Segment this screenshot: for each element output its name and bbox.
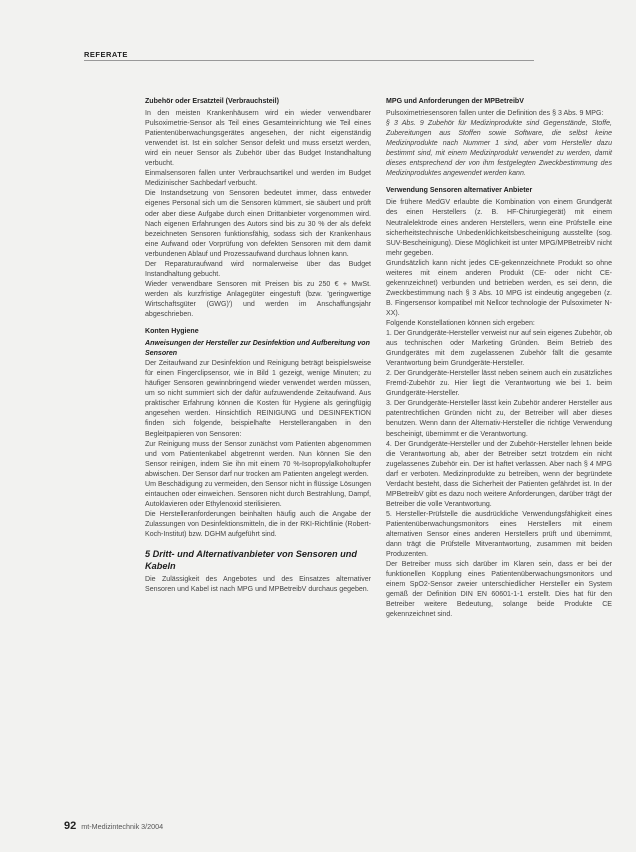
right-column (386, 97, 612, 620)
list-item: 4. Der Grundgeräte-Hersteller und der Zubehör-Hersteller lehnen beide die Verantwortung ab, aber der Betreiber setzt trotzdem ein nicht zugelassenes Zubehör ein. Der ist haftet verlassen. Aber nach § 4 MPG darf er verboten. Medizinprodukte zu betreiben, wenn der begründete Verdacht besteht, dass die Sicherheit der Patienten gefährdet ist. In der MPBetreibV gibt es dazu noch weitere Anforderungen, darüber trägt der Betreiber die volle Verantwortung. (386, 440, 612, 508)
paragraph: Der Reparaturaufwand wird normalerweise über das Budget Instandhaltung gebucht. (145, 260, 371, 278)
subheading-anweisungen: Anweisungen der Hersteller zur Desinfektion und Aufbereitung von Sensoren (145, 340, 370, 358)
list-item: 5. Hersteller-Prüfstelle die ausdrückliche Verwendungsfähigkeit eines Patientenüberwachungsmonitors eines Herstellers mit einem alternativen Sensor eines anderen Herstellers prüft und übernimmt, dann trägt die Prüfstelle Mitverantwortung, zusammen mit beiden Produzenten. (386, 510, 612, 559)
left-column (145, 97, 371, 595)
heading-hygiene: Konten Hygiene (145, 328, 199, 336)
heading-verwendung: Verwendung Sensoren alternativer Anbieter (386, 187, 533, 195)
paragraph: In den meisten Krankenhäusern wird ein wieder verwendbarer Pulsoximetrie-Sensor als Teil eines Gesamteinrichtung wie Teil eines Patientenüberwachungsgerätes angesehen, der nicht eigenständig verwendet ist. Ist ein solcher Sensor defekt und muss ersetzt werden, wird ein neuer Sensor als Zubehör über das Budget Instandhaltung verbucht. (145, 110, 371, 168)
paragraph: Die Instandsetzung von Sensoren bedeutet immer, dass entweder eigenes Personal sich um die Sensoren kümmert, sie säubert und prüft oder aber diese Aufgabe durch einen Drittanbieter vorgenommen wird. Nach eigenen Erfahrungen des Autors sind bis zu 30 % der als defekt bezeichneten Sensoren funktionsfähig, sodass sich der Krankenhaus eine Aufwand oder Vorprüfung von defekten Sensoren mit dem damit verbundenen Ablauf und Prozessaufwand durchaus lohnen kann. (145, 190, 371, 258)
heading-zubehoer: Zubehör oder Ersatzteil (Verbrauchsteil) (145, 98, 279, 105)
list-item: 2. Der Grundgeräte-Hersteller lässt neben seinem auch ein zusätzliches Fremd-Zubehör zu. Hier liegt die Verantwortung wie bei 1. beim Grundgeräte-Hersteller. (386, 370, 612, 398)
paragraph: Die Herstelleranforderungen beinhalten häufig auch die Angabe der Zulassungen von Desinfektionsmitteln, die in der RKI-Richtlinie (Robert-Koch-Institut) bzw. DGHM aufgeführt sind. (145, 510, 371, 538)
page-footer (64, 820, 163, 832)
section-heading-5: 5 Dritt- und Alternativanbieter von Sensoren und Kabeln (145, 549, 358, 571)
header-rule (84, 60, 534, 61)
page-number: 92 (64, 820, 77, 832)
paragraph: Der Betreiber muss sich darüber im Klaren sein, dass er bei der funktionellen Kopplung eines Patientenüberwachungsmonitors und einem SpO2-Sensor zweier unterschiedlicher Hersteller ein System gemäß der Definition DIN EN 60601-1-1 erstellt. Dies hat für den Betreiber weitere Bedeutung, solange beide Produkte CE gekennzeichnet sind. (386, 561, 612, 619)
paragraph: Zur Reinigung muss der Sensor zunächst vom Patienten abgenommen und vom Patientenkabel abgetrennt werden. Nun können Sie den Sensor reinigen, indem Sie ihn mit einem 70 %-Isopropylalkoholtupfer abwischen. Der Sensor darf nur trocken am Patienten angelegt werden. (145, 440, 371, 478)
list-item: 1. Der Grundgeräte-Hersteller verweist nur auf sein eigenes Zubehör, ob aus technischen oder Marketing Gründen. Beim Betrieb des Grundgerätes mit dem zugelassenen Zubehör fällt die gesamte Verantwortung beim Grundgeräte-Hersteller. (386, 330, 613, 368)
heading-mpg: MPG und Anforderungen der MPBetreibV (386, 98, 524, 105)
paragraph: Einmalsensoren fallen unter Verbrauchsartikel und werden im Budget Medizinischer Sachbedarf verbucht. (145, 170, 371, 188)
paragraph: Wieder verwendbare Sensoren mit Preisen bis zu 250 € + MwSt. werden als kurzfristige Anlagegüter eingestuft (bzw. 'geringwertige Wirtschaftsgüter (GWG)') und werden im Anschaffungsjahr abgeschrieben. (145, 280, 371, 318)
paragraph: Um Beschädigung zu vermeiden, den Sensor nicht in flüssige Lösungen eintauchen oder einweichen. Sensoren nicht durch Bestrahlung, Dampf, Autoklavieren oder Ethylenoxid sterilisieren. (145, 480, 371, 508)
list-item: 3. Der Grundgeräte-Hersteller lässt kein Zubehör anderer Hersteller aus patentrechtlichen Gründen nicht zu, der Betreiber will aber dieses benutzen. Wenn dann der Alternativ-Hersteller die richtige Verwendung bescheinigt, übernimmt er die Verantwortung. (386, 400, 612, 438)
paragraph: Die Zulässigkeit des Angebotes und des Einsatzes alternativer Sensoren und Kabel ist nach MPG und MPBetreibV durchaus gegeben. (145, 576, 371, 594)
paragraph: Folgende Konstellationen können sich ergeben: (386, 319, 535, 327)
journal-name: mt-Medizintechnik 3/2004 (81, 822, 164, 831)
paragraph: Die frühere MedGV erlaubte die Kombination von einem Grundgerät des einen Herstellers (z. B. HF-Chirurgiegerät) mit einem Neutralelektrode eines anderen Herstellers, wenn eine Prüfstelle eine sicherheitstechnische Unbedenklichkeitsbescheinigung ausstellte (sog. SUV-Bescheinigung). Diese Möglichkeit ist unter MPG/MPBetreibV nicht mehr gegeben. (386, 199, 612, 257)
paragraph: Grundsätzlich kann nicht jedes CE-gekennzeichnete Produkt so ohne weiteres mit einem anderen Produkt (CE- oder nicht CE-gekennzeichnet) verbunden und betrieben werden, es sei denn, die Zweckbestimmung nach § 3 Abs. 10 MPG ist eindeutig angegeben (z. B. Fingersensor kompatibel mit Nellcor technologie der Pulsoximeter N-XX). (386, 259, 612, 317)
section-tag: REFERATE (84, 50, 128, 59)
quote-paragraph: § 3 Abs. 9 Zubehör für Medizinprodukte sind Gegenstände, Stoffe, Zubereitungen aus Stoffen sowie Software, die selbst keine Medizinprodukte nach Nummer 1 sind, aber vom Hersteller dazu bestimmt sind, mit einem Medizinprodukt verwendet zu werden, damit dieses entsprechend der von ihm festgelegten Zweckbestimmung des Medizinproduktes angewendet werden kann. (386, 120, 612, 178)
paragraph: Der Zeitaufwand zur Desinfektion und Reinigung beträgt beispielsweise für einen Fingerclipsensor, wie in Bild 1 gezeigt, wenige Minuten; zu häufiger Sensoren gewinnbringend wieder verwendet werden müssen, um so nicht summiert sich der dafür aufzuwendende Zeitaufwand. Aus praktischer Erfahrung können die Kosten für Hygiene als geringfügig angesehen werden. Hinsichtlich REINIGUNG und DESINFEKTION finden sich folgende, beispielhafte Herstellerangaben in den Begleitpapieren von Sensoren: (145, 360, 371, 438)
paragraph: Pulsoximetriesensoren fallen unter die Definition des § 3 Abs. 9 MPG: (386, 110, 604, 118)
